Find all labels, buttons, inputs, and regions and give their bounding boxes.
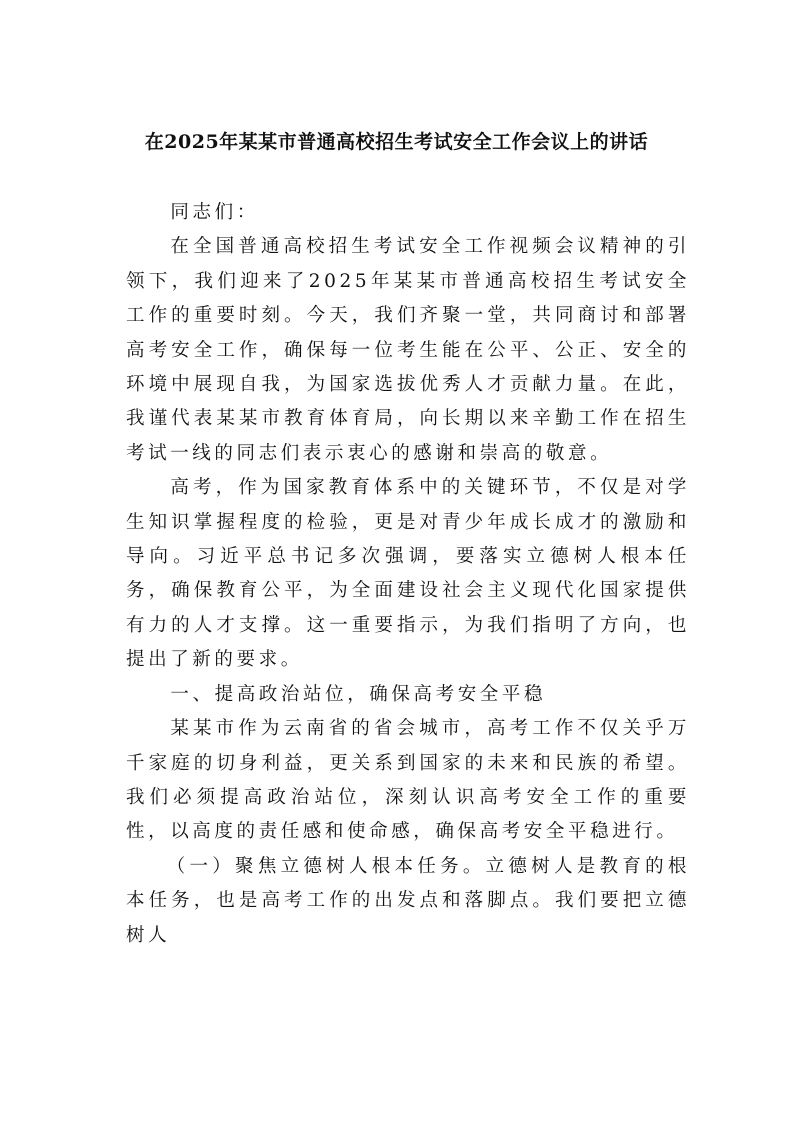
salutation: 同志们：: [170, 202, 259, 223]
document-title: 在2025年某某市普通高校招生考试安全工作会议上的讲话: [144, 131, 649, 153]
paragraph: 高考，作为国家教育体系中的关键环节，不仅是对学生知识掌握程度的检验，更是对青少年成长成才的激励和导向。习近平总书记多次强调，要落实立德树人根本任务，确保教育公平，为全面建设社会主义现代化国家提供有力的人才支撑。这一重要指示，为我们指明了方向，也提出了新的要求。: [126, 477, 690, 671]
paragraph: 在全国普通高校招生考试安全工作视频会议精神的引领下，我们迎来了2025年某某市普通高校招生考试安全工作的重要时刻。今天，我们齐聚一堂，共同商讨和部署高考安全工作，确保每一位考生能在公平、公正、安全的环境中展现自我，为国家选拔优秀人才贡献力量。在此，我谨代表某某市教育体育局，向长期以来辛勤工作在招生考试一线的同志们表示衷心的感谢和崇高的敬意。: [126, 236, 690, 464]
subsection-paragraph: （一）聚焦立德树人根本任务。立德树人是教育的根本任务，也是高考工作的出发点和落脚点。我们要把立德树人: [126, 855, 690, 946]
section-heading: 一、提高政治站位，确保高考安全平稳: [170, 683, 547, 705]
paragraph: 某某市作为云南省的省会城市，高考工作不仅关乎万千家庭的切身利益，更关系到国家的未来和民族的希望。我们必须提高政治站位，深刻认识高考安全工作的重要性，以高度的责任感和使命感，确保高考安全平稳进行。: [126, 718, 690, 843]
document-body: [126, 196, 690, 953]
